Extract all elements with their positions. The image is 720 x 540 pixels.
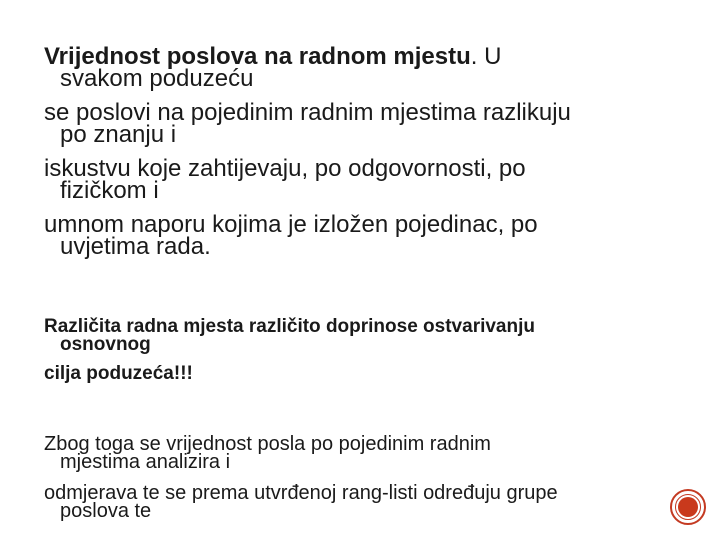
paragraph-line: odmjerava te se prema utvrđenoj rang-listi određuju grupe (44, 482, 558, 504)
paragraph-line: cilja poduzeća!!! (44, 363, 193, 384)
paragraph-contribution (44, 318, 535, 383)
paragraph-line: svakom poduzeću (60, 65, 254, 92)
paragraph-line: Različita radna mjesta različito doprinose ostvarivanju (44, 316, 535, 337)
paragraph-line: mjestima analizira i (60, 451, 231, 473)
paragraph-line: poslova te (60, 500, 152, 522)
paragraph-line: po znanju i (60, 121, 177, 148)
paragraph-line: fizičkom i (60, 177, 159, 204)
paragraph-line: umnom naporu kojima je izložen pojedinac, po (44, 211, 538, 238)
circle-core (678, 497, 698, 517)
paragraph-ranking (44, 435, 558, 520)
paragraph-line: se poslovi na pojedinim radnim mjestima razlikuju (44, 99, 571, 126)
next-slide-button[interactable] (670, 489, 706, 525)
paragraph-line: Zbog toga se vrijednost posla po pojedinim radnim (44, 433, 491, 455)
paragraph-title-suffix: . U (470, 43, 502, 70)
paragraph-line: iskustvu koje zahtijevaju, po odgovornosti, po (44, 155, 526, 182)
paragraph-line: osnovnog (60, 334, 151, 355)
paragraph-job-value (44, 43, 571, 260)
paragraph-line: uvjetima rada. (60, 233, 211, 260)
paragraph-title: Vrijednost poslova na radnom mjestu (44, 43, 471, 70)
